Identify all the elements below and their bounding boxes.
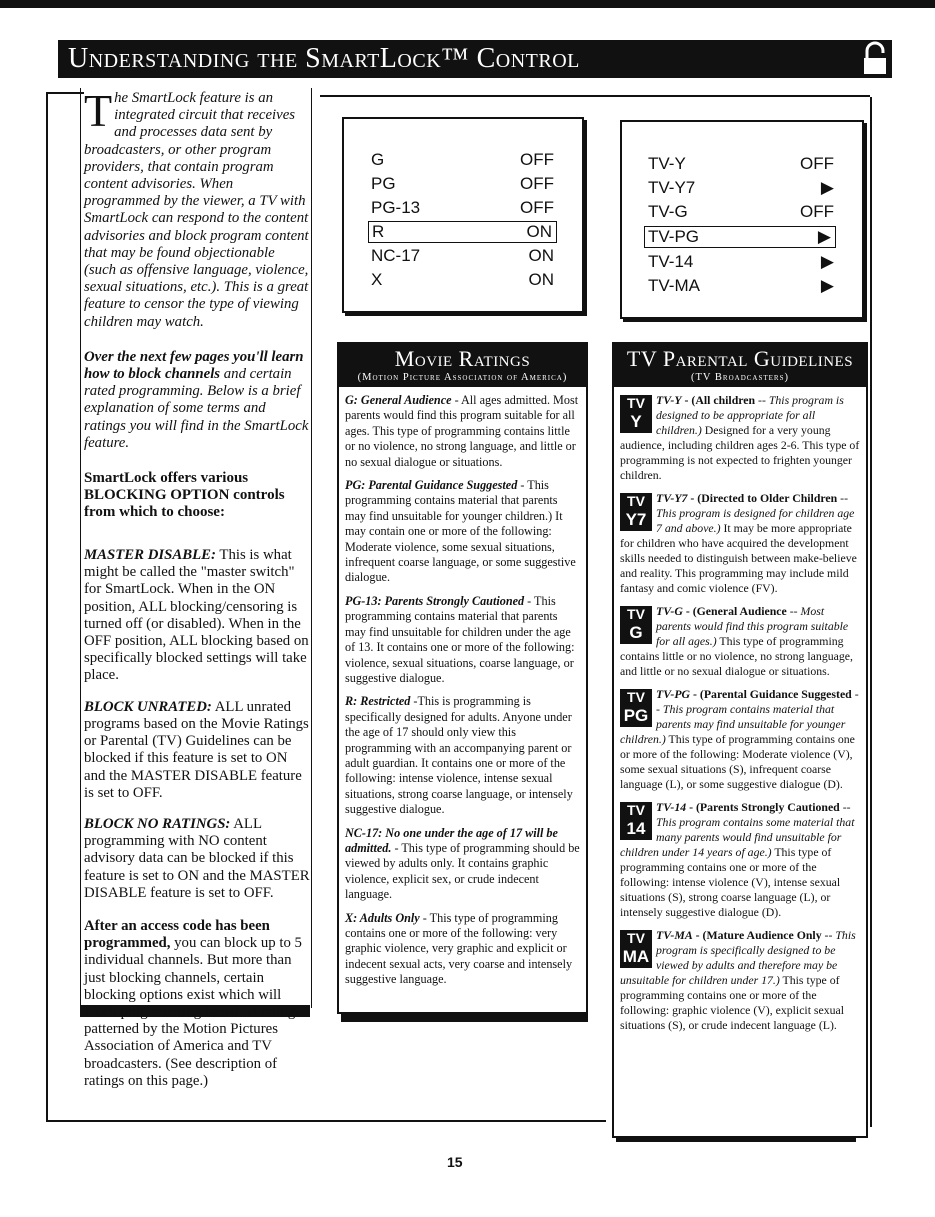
column-shadow (616, 1136, 856, 1142)
movie-ratings-subtitle: (Motion Picture Association of America) (357, 372, 568, 383)
tv-y7-rating-icon (620, 493, 652, 531)
guideline-paragraph (620, 928, 860, 1033)
osd-row (648, 201, 834, 223)
osd-label: TV-PG (648, 227, 700, 246)
guideline-heading: TV-G (656, 604, 683, 618)
movie-ratings-osd-screen (342, 117, 584, 313)
osd-row (371, 149, 554, 171)
osd-label: R (372, 222, 385, 241)
guideline-paragraph (620, 393, 860, 483)
intro-text: he SmartLock feature is an integrated circuit that receives and processes data sent by broadcasters, or other program providers, that contain program content advisories. When programmed by the viewer, a TV with SmartLock can respond to the content advisories and block program content that may be found objectionable (such as offensive language, violence, sexual situations, etc.). This is a great feature to censor the type of viewing children may watch. (84, 90, 309, 330)
movie-ratings-header (339, 344, 586, 387)
guideline-paragraph (620, 491, 860, 596)
guideline-heading: TV-MA (656, 928, 693, 942)
rating-heading: G: General Audience (345, 393, 452, 407)
guideline-bold: - (Parental Guidance Suggested (690, 687, 852, 701)
arrow-right-icon: ▶ (820, 178, 834, 197)
master-disable-paragraph (84, 547, 310, 685)
movie-ratings-panel (337, 342, 588, 1014)
block-unrated-heading: BLOCK UNRATED: (84, 698, 212, 715)
osd-label: TV-MA (648, 276, 700, 295)
rating-text: - All ages admitted. Most parents would find this program suitable for all ages. This type of programming contains little or no violence, no strong language, and little or no sexual dialogue or situations. (345, 393, 579, 469)
guideline-heading: TV-14 (656, 800, 687, 814)
guideline-text: Designed for a very young audience, including children ages 2-6. This type of programming is not expected to frighten younger children. (620, 423, 860, 482)
osd-label: PG (371, 174, 396, 193)
osd-value: OFF (520, 174, 554, 193)
rating-text: - This programming contains material that parents may find unsuitable for younger children.) It may contain one or more of the following: Moderate violence, some sexual situations, infrequent coarse language, or some suggestive dialogue. (345, 478, 576, 585)
guideline-bold: - (All children (681, 393, 756, 407)
guideline-italic: -- This program contains some material that many parents would find unsuitable for children under 14 years of age.) (620, 800, 855, 859)
movie-ratings-title: Movie Ratings (394, 346, 531, 371)
movie-ratings-text (339, 387, 586, 988)
guideline-heading: TV-PG (656, 687, 691, 701)
guideline-italic: -- Most parents would find this program suitable for all ages.) (656, 604, 849, 648)
icon-bottom-text: PG (623, 706, 649, 725)
rating-paragraph (345, 393, 580, 470)
block-no-ratings-heading: BLOCK NO RATINGS: (84, 815, 231, 832)
rating-text: - This type of programming contains one or more of the following: very graphic violence, very graphic and explicit or indecent sexual acts, very coarse and intensely suggestive language. (345, 910, 573, 987)
osd-label: TV-Y7 (648, 178, 696, 197)
osd-label: TV-Y (648, 154, 686, 173)
arrow-right-icon: ▶ (820, 276, 834, 295)
icon-bottom-text: Y (630, 412, 642, 431)
icon-top-text: TV (627, 930, 645, 946)
page-title: Understanding the SmartLock™ Control (58, 40, 858, 78)
rating-paragraph (345, 594, 580, 686)
guideline-text: This type of programming contains one or more of the following: Moderate violence (V), some sexual situations (S), infrequent coarse language (L), or some suggestive dialogue (D). (620, 732, 855, 791)
osd-label: X (371, 270, 383, 289)
osd-label: TV-14 (648, 252, 694, 271)
guideline-paragraph (620, 687, 860, 792)
over-paragraph (84, 349, 310, 452)
over-bold: Over the next few pages you'll learn how to block channels (84, 348, 304, 383)
rating-heading: R: Restricted (345, 694, 411, 709)
padlock-icon (858, 40, 892, 78)
osd-row (371, 197, 554, 219)
rating-paragraph (345, 826, 580, 903)
intro-paragraph (84, 85, 310, 331)
guideline-text: This type of programming contains one or more of the following: graphic violence (V), explicit sexual situations (S), or crude indecent language (L). (620, 973, 845, 1032)
osd-value: OFF (800, 154, 834, 173)
osd-value: OFF (800, 202, 834, 221)
osd-row (648, 275, 834, 297)
guideline-paragraph (620, 604, 860, 679)
rating-text: - This type of programming should be viewed by adults only. It contains graphic violence, explicit sex, or crude indecent language. (345, 840, 580, 902)
frame-line (46, 1120, 606, 1122)
master-disable-text: This is what might be called the "master switch" for SmartLock. When in the ON position, ALL blocking/censoring is turned off (or disabled). When in the OFF position, ALL blocking based on specifically blocked settings will take place. (84, 547, 309, 684)
icon-bottom-text: 14 (626, 819, 646, 838)
osd-label: G (371, 150, 385, 169)
block-no-ratings-paragraph (84, 816, 310, 902)
osd-value: ON (528, 246, 554, 265)
frame-line (870, 97, 872, 1127)
rating-heading: PG: Parental Guidance Suggested (345, 478, 518, 493)
block-unrated-paragraph (84, 699, 310, 802)
rating-text: -This is programming is specifically designed for adults. Anyone under the age of 17 should only view this programming with an accompanying parent or adult guardian. It contains one or more of the following: intense violence, intense sexual situations, strong coarse language, or intensely suggestive dialogue. (345, 694, 573, 817)
rating-heading: PG-13: Parents Strongly Cautioned (345, 593, 525, 608)
tv-guidelines-title: TV Parental Guidelines (626, 346, 854, 371)
osd-row (648, 153, 834, 175)
frame-line (320, 95, 870, 97)
osd-row (371, 245, 554, 267)
rating-heading: X: Adults Only (345, 910, 420, 925)
guideline-italic: -- This program is specifically designed to be viewed by adults and therefore may be unsuitable for children under 17.) (620, 928, 856, 987)
icon-bottom-text: Y7 (625, 510, 647, 529)
access-code-text: you can block up to 5 individual channels. But more than just blocking channels, certain blocking options exist which will block programming based on ratings patterned by the Motion Pictures Association of America and TV broadcasters. (See description of ratings on this page.) (84, 935, 302, 1089)
block-unrated-text: ALL unrated programs based on the Movie Ratings or Parental (TV) Guidelines can be blocked if this feature is set to ON and the MASTER DISABLE feature is set to OFF. (84, 698, 309, 801)
frame-line (46, 92, 84, 94)
guideline-italic: -- This program is designed to be appropriate for all children.) (656, 393, 844, 437)
guideline-text: It may be more appropriate for children who have acquired the development skills needed to distinguish between make-believe and reality. This programming may include mild fantasy and comic violence (FV). (620, 521, 857, 595)
icon-top-text: TV (627, 689, 645, 705)
icon-bottom-text: G (629, 623, 643, 642)
rating-paragraph (345, 478, 580, 586)
osd-value: ON (526, 222, 552, 241)
top-rule (0, 0, 935, 8)
osd-value: ON (528, 270, 554, 289)
icon-top-text: TV (627, 493, 645, 509)
icon-top-text: TV (627, 606, 645, 622)
tv-guidelines-panel (612, 342, 868, 1138)
osd-row (371, 173, 554, 195)
icon-top-text: TV (627, 802, 645, 818)
rating-heading: NC-17: No one under the age of 17 will be admitted. (345, 825, 558, 855)
tv-guidelines-osd-screen (620, 120, 864, 319)
access-code-bold: After an access code has been programmed, (84, 917, 270, 952)
icon-top-text: TV (627, 395, 645, 411)
osd-row (648, 177, 834, 199)
tv-14-rating-icon (620, 802, 652, 840)
left-column-text (84, 85, 310, 1090)
tv-y-rating-icon (620, 395, 652, 433)
rating-paragraph (345, 694, 580, 817)
offers-heading: SmartLock offers various BLOCKING OPTION controls from which to choose: (84, 470, 285, 521)
guideline-heading: TV-Y (656, 393, 682, 407)
guideline-heading: TV-Y7 (656, 491, 688, 505)
osd-value: OFF (520, 150, 554, 169)
osd-label: TV-G (648, 202, 688, 221)
guideline-bold: - (General Audience (682, 604, 787, 618)
rating-text: - This programming contains material that parents may find unsuitable for children under the age of 13. It contains one or more of the following: violence, sexual situations, coarse language, or suggestive dialogue. (345, 593, 575, 685)
icon-bottom-text: MA (622, 947, 650, 966)
guideline-text: This type of programming contains little or no violence, no strong language, and little or no sexual dialogue or situations. (620, 634, 853, 678)
guideline-bold: - (Parents Strongly Cautioned (686, 800, 840, 814)
block-no-ratings-text: ALL programming with NO content advisory data can be blocked if this feature is set to ON and the MASTER DISABLE feature is set to OFF. (84, 815, 310, 901)
access-code-paragraph (84, 918, 310, 1090)
osd-row (371, 269, 554, 291)
master-disable-heading: MASTER DISABLE: (84, 547, 216, 564)
tv-guidelines-header (614, 344, 866, 387)
arrow-right-icon: ▶ (820, 252, 834, 271)
guideline-paragraph (620, 800, 860, 920)
guideline-bold: - (Mature Audience Only (692, 928, 822, 942)
tv-g-rating-icon (620, 606, 652, 644)
page-number: 15 (447, 1154, 463, 1170)
guideline-italic: -- This program contains material that parents may find unsuitable for younger children.) (620, 687, 859, 746)
over-rest: and certain rated programming. Below is a brief explanation of some terms and ratings you will find in the SmartLock feature. (84, 366, 309, 451)
arrow-right-icon: ▶ (817, 227, 831, 246)
tv-ma-rating-icon (620, 930, 652, 968)
osd-label: NC-17 (371, 246, 421, 265)
guideline-text: This type of programming contains one or more of the following: intense violence (V), intense sexual situations (S), strong coarse language (L), or intensely suggestive dialogue (D). (620, 845, 841, 919)
drop-cap: T (84, 85, 113, 136)
osd-row-selected[interactable] (644, 226, 836, 248)
tv-guidelines-text (614, 387, 866, 1033)
guideline-italic: -- This program is designed for children age 7 and above.) (656, 491, 855, 535)
tv-guidelines-subtitle: (TV Broadcasters) (691, 372, 789, 383)
osd-row-selected[interactable] (368, 221, 557, 243)
rating-paragraph (345, 911, 580, 988)
frame-line (46, 92, 48, 1122)
osd-label: PG-13 (371, 198, 421, 217)
guideline-bold: - (Directed to Older Children (687, 491, 838, 505)
osd-value: OFF (520, 198, 554, 217)
column-shadow (341, 1012, 588, 1022)
osd-row (648, 251, 834, 273)
tv-pg-rating-icon (620, 689, 652, 727)
